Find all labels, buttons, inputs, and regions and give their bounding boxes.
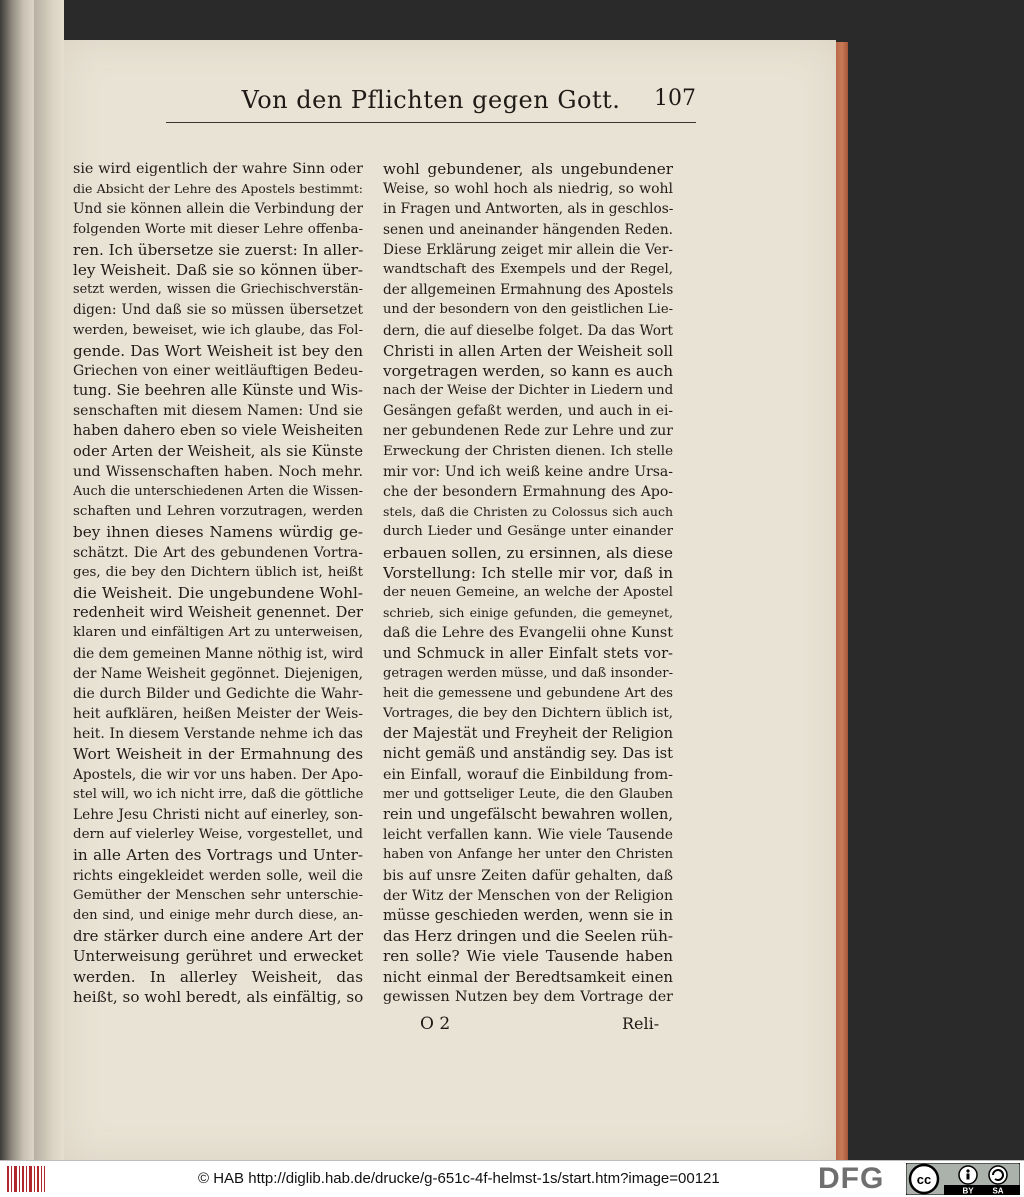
- text-line: den sind, und einige mehr durch diese, an-: [73, 907, 363, 923]
- text-line: oder Arten der Weisheit, als sie Künste: [73, 442, 363, 460]
- dfg-logo: DFG: [818, 1162, 885, 1195]
- text-line: in alle Arten des Vortrags und Unter-: [73, 846, 363, 865]
- text-line: Weise, so wohl hoch als niedrig, so wohl: [383, 181, 673, 198]
- text-line: ges, die bey den Dichtern üblich ist, heißt: [73, 564, 363, 580]
- text-line: daß die Lehre des Evangelii ohne Kunst: [383, 625, 673, 642]
- text-line: stel will, wo ich nicht irre, daß die göttliche: [73, 786, 363, 802]
- text-line: folgenden Worte mit dieser Lehre offenba-: [73, 221, 363, 237]
- text-line: und Wissenschaften haben. Noch mehr.: [73, 463, 363, 480]
- book-spine-edge: [0, 0, 34, 1160]
- text-line: Vortrages, die bey den Dichtern üblich ist,: [383, 706, 673, 722]
- text-line: tung. Sie beehren alle Künste und Wis-: [73, 382, 363, 400]
- signature-mark: O 2: [420, 1014, 451, 1034]
- text-line: dern, die auf dieselbe folget. Da das Wort: [383, 322, 673, 339]
- text-line: ren solle? Wie viele Tausende haben: [383, 947, 673, 966]
- text-line: sie wird eigentlich der wahre Sinn oder: [73, 161, 363, 177]
- text-line: senschaften mit diesem Namen: Und sie: [73, 403, 363, 420]
- text-line: Diese Erklärung zeiget mir allein die Ver-: [383, 241, 673, 258]
- page-gutter: [34, 0, 64, 1160]
- text-line: richts eingekleidet werden solle, weil die: [73, 867, 363, 884]
- text-line: der Majestät und Freyheit der Religion: [383, 725, 673, 743]
- text-line: heit die gemessene und gebundene Art des: [383, 685, 673, 701]
- text-line: und der besondern von den geistlichen Lie-: [383, 302, 673, 318]
- text-line: nicht gemäß und anständig sey. Das ist: [383, 745, 673, 763]
- text-line: Und sie können allein die Verbindung der: [73, 201, 363, 218]
- text-line: redenheit wird Weisheit genennet. Der: [73, 604, 363, 622]
- text-line: Lehre Jesu Christi nicht auf einerley, son-: [73, 807, 363, 823]
- text-column-left: [73, 159, 363, 1007]
- text-line: der neuen Gemeine, an welche der Apostel: [383, 584, 673, 600]
- text-line: gende. Das Wort Weisheit ist bey den: [73, 341, 363, 360]
- cc-by-sa-icon[interactable]: [906, 1163, 1020, 1195]
- text-line: die Absicht der Lehre des Apostels bestimmt:: [73, 181, 363, 197]
- text-line: Gemüther der Menschen sehr unterschie-: [73, 887, 363, 903]
- text-line: heißt, so wohl beredt, als einfältig, so: [73, 987, 363, 1006]
- text-line: leicht verfallen kann. Wie viele Tausende: [383, 827, 673, 844]
- text-line: werden, beweiset, wie ich glaube, das Fol-: [73, 322, 363, 338]
- barcode-icon: [6, 1164, 46, 1194]
- text-line: ein Einfall, worauf die Einbildung from-: [383, 766, 673, 783]
- text-line: senen und aneinander hängenden Reden.: [383, 221, 673, 238]
- text-line: haben dahero eben so viele Weisheiten: [73, 422, 363, 440]
- text-line: mer und gottseliger Leute, die den Glauben: [383, 786, 673, 802]
- text-line: die durch Bilder und Gedichte die Wahr-: [73, 685, 363, 702]
- text-line: Unterweisung gerühret und erwecket: [73, 947, 363, 966]
- sa-text: SA: [992, 1186, 1004, 1195]
- text-line: durch Lieder und Gesänge unter einander: [383, 524, 673, 540]
- text-line: in Fragen und Antworten, als in geschlos-: [383, 201, 673, 218]
- running-title: Von den Pflichten gegen Gott.: [241, 86, 621, 114]
- text-line: der Witz der Menschen von der Religion: [383, 887, 673, 904]
- text-line: Christi in allen Arten der Weisheit soll: [383, 341, 673, 360]
- text-line: erbauen sollen, zu ersinnen, als diese: [383, 543, 673, 562]
- text-line: ren. Ich übersetze sie zuerst: In aller-: [73, 240, 363, 259]
- footer-bar: [0, 1160, 1024, 1197]
- text-line: wandtschaft des Exempels und der Regel,: [383, 261, 673, 277]
- text-line: und Schmuck in aller Einfalt stets vor-: [383, 644, 673, 662]
- text-line: setzt werden, wissen die Griechischverstän-: [73, 282, 363, 298]
- text-line: nach der Weise der Dichter in Liedern und: [383, 383, 673, 399]
- text-line: heit. In diesem Verstande nehme ich das: [73, 726, 363, 743]
- text-line: dre stärker durch eine andere Art der: [73, 927, 363, 946]
- page-header: [166, 86, 696, 123]
- text-line: schaften und Lehren vorzutragen, werden: [73, 504, 363, 520]
- text-line: rein und ungefälscht bewahren wollen,: [383, 806, 673, 823]
- text-line: müsse geschieden werden, wenn sie in: [383, 906, 673, 924]
- text-line: schrieb, sich einige gefunden, die gemeynet,: [383, 605, 673, 621]
- text-line: der allgemeinen Ermahnung des Apostels: [383, 282, 673, 299]
- text-line: Gesängen gefaßt werden, und auch in ei-: [383, 403, 673, 420]
- page-fore-edge: [836, 42, 848, 1160]
- text-line: stels, daß die Christen zu Colossus sich auch: [383, 504, 673, 520]
- copyright-link[interactable]: © HAB http://diglib.hab.de/drucke/g-651c-4f-helmst-1s/start.htm?image=00121: [198, 1170, 720, 1187]
- by-text: BY: [962, 1186, 974, 1195]
- text-line: Auch die unterschiedenen Arten die Wissen-: [73, 484, 363, 499]
- text-line: Vorstellung: Ich stelle mir vor, daß in: [383, 563, 673, 582]
- text-line: che der besondern Ermahnung des Apo-: [383, 484, 673, 500]
- text-line: dern auf vielerley Weise, vorgestellet, und: [73, 827, 363, 843]
- text-line: das Herz dringen und die Seelen rüh-: [383, 927, 673, 946]
- text-line: bey ihnen dieses Namens würdig ge-: [73, 523, 363, 542]
- text-line: haben von Anfange her unter den Christen: [383, 847, 673, 863]
- text-line: Erweckung der Christen dienen. Ich stelle: [383, 443, 673, 459]
- text-line: gewissen Nutzen bey dem Vortrage der: [383, 988, 673, 1005]
- text-line: bis auf unsre Zeiten dafür gehalten, daß: [383, 867, 673, 884]
- text-line: heit aufklären, heißen Meister der Weis-: [73, 706, 363, 723]
- text-line: getragen werden müsse, und daß insonder-: [383, 665, 673, 681]
- page-number: 107: [654, 86, 696, 111]
- text-line: vorgetragen werden, so kann es auch: [383, 361, 673, 380]
- text-line: die Weisheit. Die ungebundene Wohl-: [73, 583, 363, 602]
- text-line: digen: Und daß sie so müssen übersetzet: [73, 302, 363, 319]
- text-column-right: [383, 159, 673, 1007]
- text-line: Wort Weisheit in der Ermahnung des: [73, 745, 363, 764]
- text-line: schätzt. Die Art des gebundenen Vortra-: [73, 544, 363, 561]
- text-line: wohl gebundener, als ungebundener: [383, 160, 673, 178]
- text-line: klaren und einfältigen Art zu unterweisen,: [73, 625, 363, 641]
- cc-text: cc: [916, 1172, 932, 1187]
- text-line: der Name Weisheit gegönnet. Diejenigen,: [73, 665, 363, 682]
- text-line: ner gebundenen Rede zur Lehre und zur: [383, 423, 673, 440]
- text-line: mir vor: Und ich weiß keine andre Ursa-: [383, 463, 673, 480]
- text-line: ley Weisheit. Daß sie so können über-: [73, 260, 363, 279]
- text-line: die dem gemeinen Manne nöthig ist, wird: [73, 645, 363, 662]
- text-line: Apostels, die wir vor uns haben. Der Apo-: [73, 766, 363, 783]
- text-line: Griechen von einer weitläuftigen Bedeu-: [73, 362, 363, 379]
- text-line: nicht einmal der Beredtsamkeit einen: [383, 967, 673, 986]
- catchword: Reli-: [622, 1014, 660, 1033]
- text-line: werden. In allerley Weisheit, das: [73, 967, 363, 986]
